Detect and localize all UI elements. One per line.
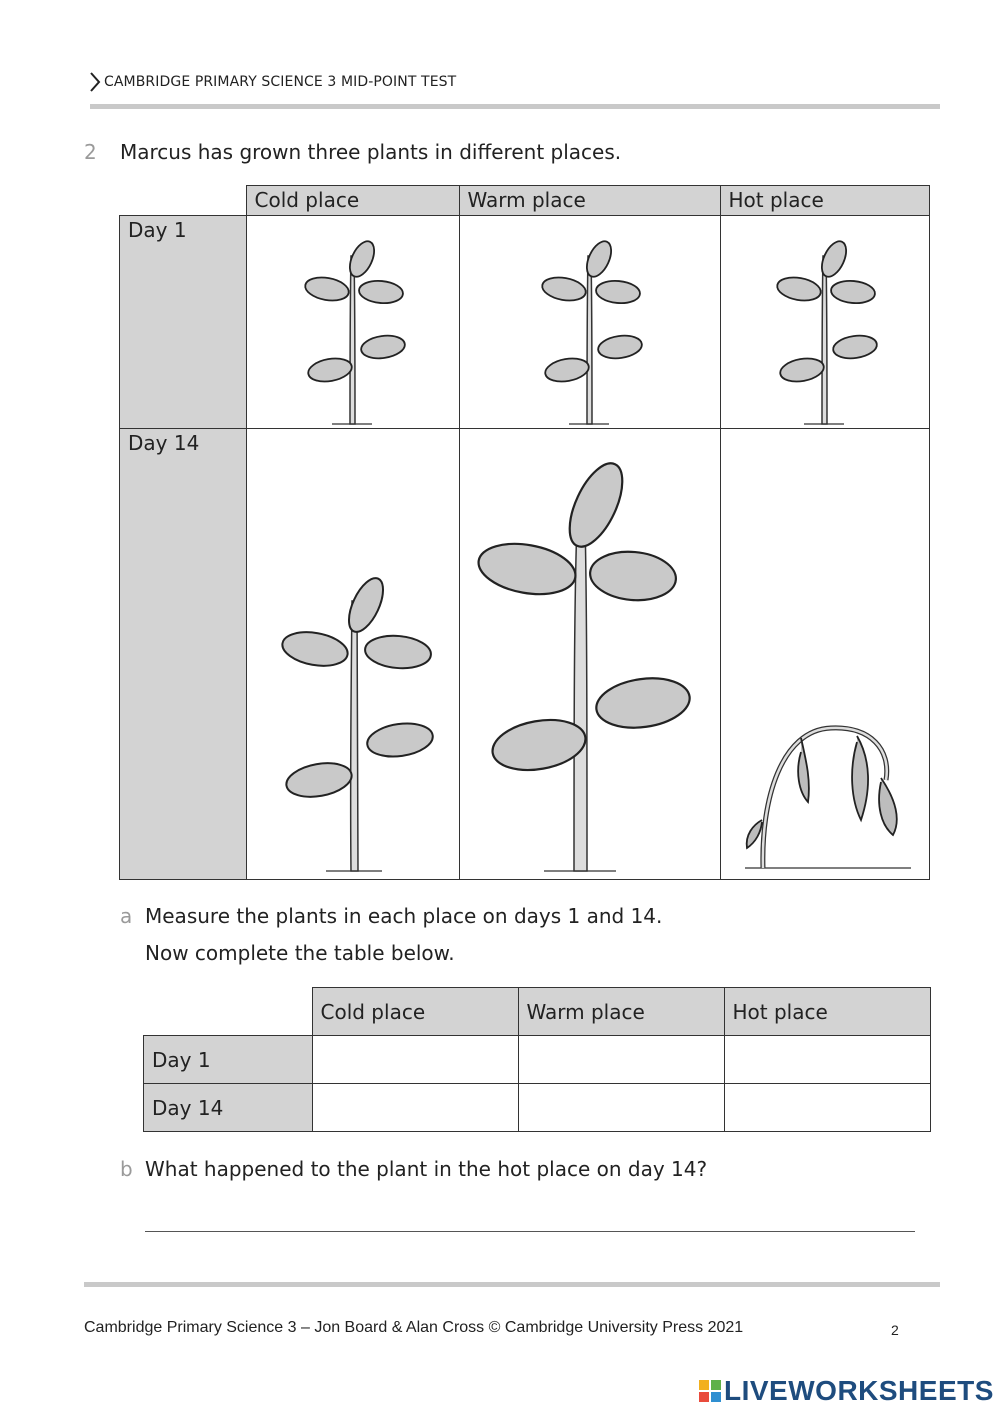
header-divider <box>90 104 940 109</box>
answer-cell-hot-day14[interactable] <box>724 1084 930 1132</box>
page-number: 2 <box>891 1322 899 1338</box>
liveworksheets-logo-icon <box>698 1379 722 1403</box>
part-a-instruction: Measure the plants in each place on days 1 and 14. <box>145 904 663 928</box>
medium-plant-image <box>247 430 457 879</box>
part-a-instruction-2: Now complete the table below. <box>145 941 455 965</box>
chevron-right-icon <box>88 70 102 94</box>
part-a-letter: a <box>120 904 133 928</box>
answer-cell-cold-day1[interactable] <box>312 1036 518 1084</box>
footer-divider <box>84 1282 940 1287</box>
warm-day14-cell <box>459 429 720 880</box>
table-corner <box>144 988 313 1036</box>
column-header: Warm place <box>518 988 724 1036</box>
row-label: Day 1 <box>144 1036 313 1084</box>
small-plant-image <box>721 216 928 426</box>
cold-day1-cell <box>246 216 459 429</box>
hot-day1-cell <box>720 216 929 429</box>
wilted-plant-image <box>721 430 928 879</box>
column-header: Hot place <box>720 186 929 216</box>
measurement-table <box>143 987 931 1132</box>
cold-day14-cell <box>246 429 459 880</box>
answer-cell-hot-day1[interactable] <box>724 1036 930 1084</box>
header-title: CAMBRIDGE PRIMARY SCIENCE 3 MID-POINT TEST <box>104 74 457 90</box>
column-header: Hot place <box>724 988 930 1036</box>
tall-plant-image <box>460 430 718 879</box>
question-number: 2 <box>84 140 97 164</box>
answer-line[interactable] <box>145 1231 915 1232</box>
row-label: Day 1 <box>120 216 247 429</box>
question-text: Marcus has grown three plants in different places. <box>120 140 622 164</box>
column-header: Cold place <box>246 186 459 216</box>
table-corner <box>120 186 247 216</box>
small-plant-image <box>247 216 457 426</box>
small-plant-image <box>460 216 718 426</box>
column-header: Cold place <box>312 988 518 1036</box>
answer-cell-warm-day1[interactable] <box>518 1036 724 1084</box>
plant-picture-table <box>119 185 930 880</box>
liveworksheets-wordmark: LIVEWORKSHEETS <box>724 1375 994 1406</box>
column-header: Warm place <box>459 186 720 216</box>
row-label: Day 14 <box>144 1084 313 1132</box>
warm-day1-cell <box>459 216 720 429</box>
part-b-letter: b <box>120 1157 133 1181</box>
answer-cell-warm-day14[interactable] <box>518 1084 724 1132</box>
answer-cell-cold-day14[interactable] <box>312 1084 518 1132</box>
row-label: Day 14 <box>120 429 247 880</box>
hot-day14-cell <box>720 429 929 880</box>
part-b-question: What happened to the plant in the hot place on day 14? <box>145 1157 708 1181</box>
footer-credit: Cambridge Primary Science 3 – Jon Board & Alan Cross © Cambridge University Press 2021 <box>84 1319 744 1336</box>
